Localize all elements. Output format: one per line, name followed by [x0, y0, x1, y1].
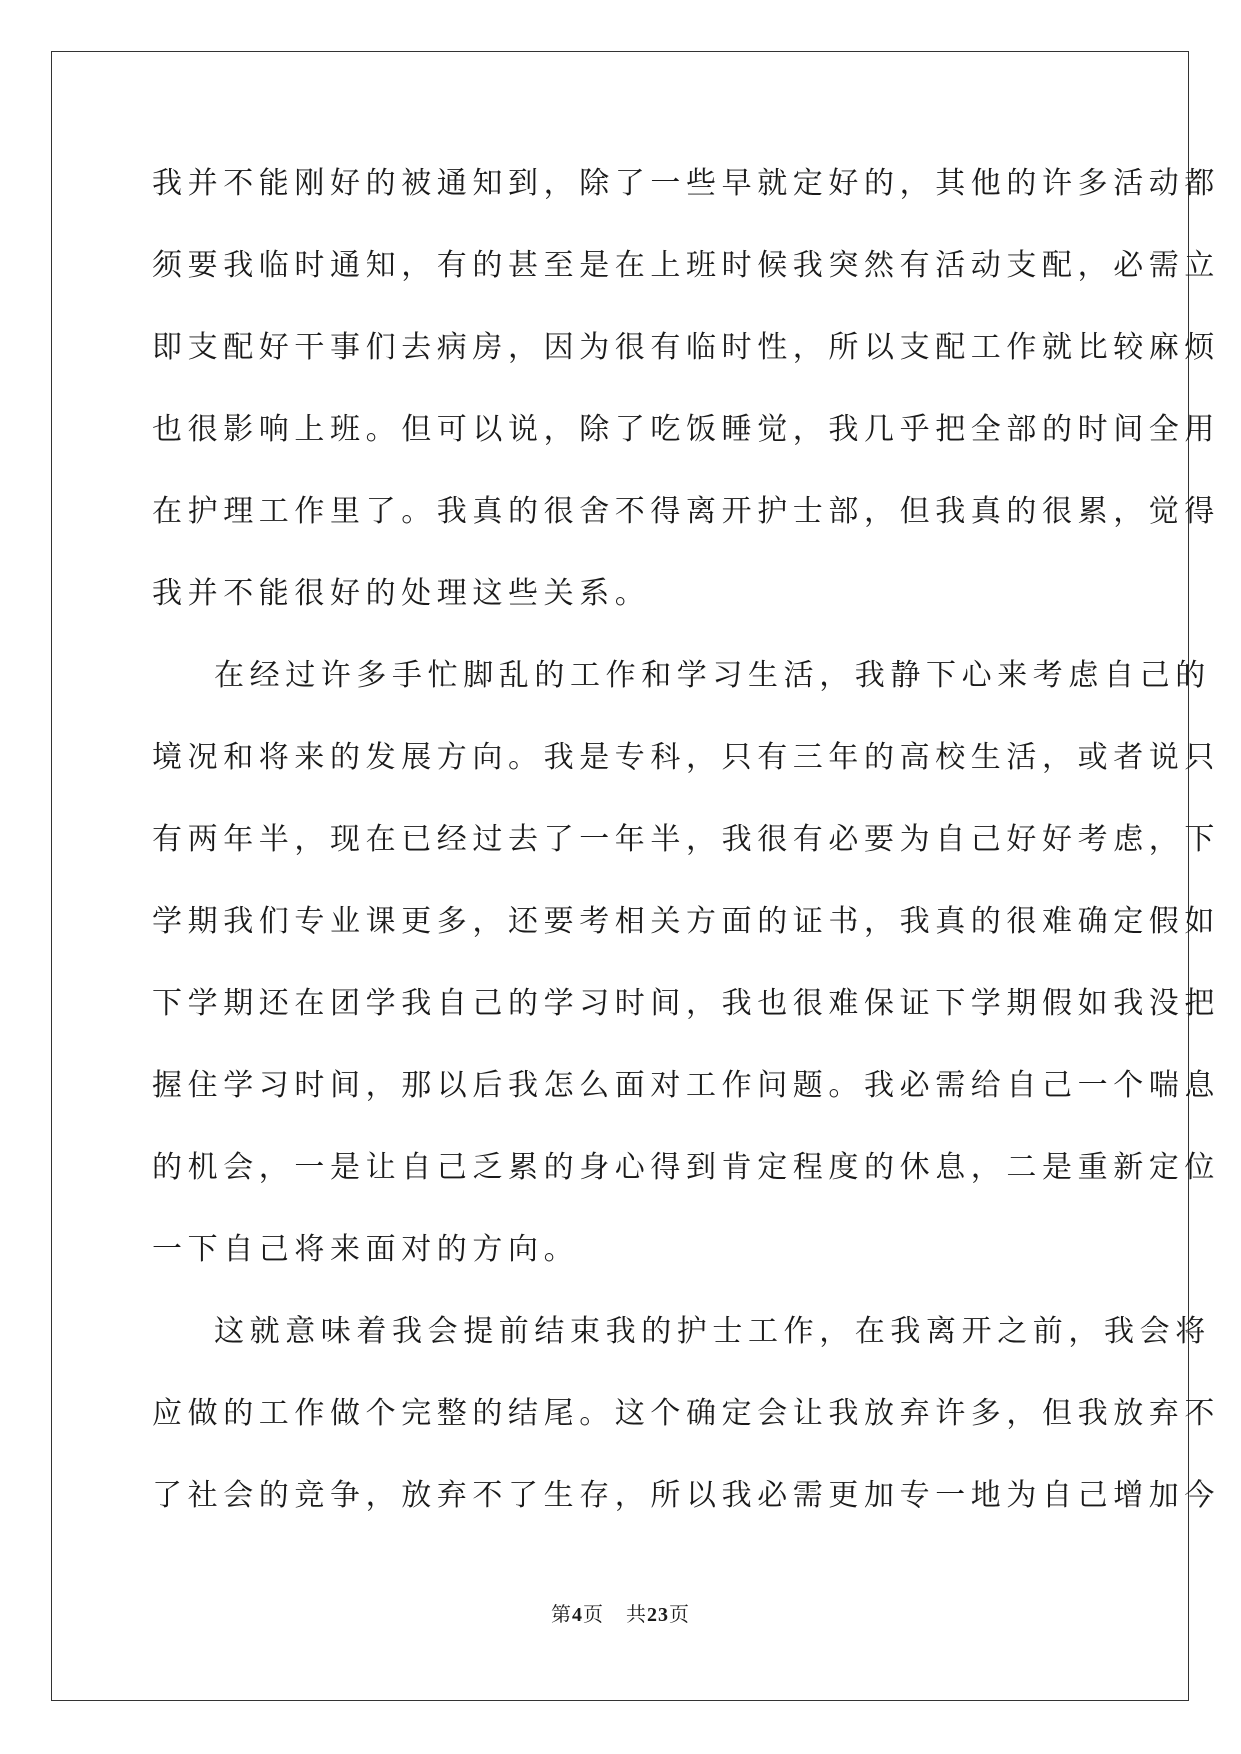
text-line: 境况和将来的发展方向。我是专科，只有三年的高校生活，或者说只 — [152, 740, 1220, 775]
footer-page-prefix: 第 — [551, 1602, 572, 1626]
text-line: 了社会的竞争，放弃不了生存，所以我必需更加专一地为自己增加今 — [152, 1478, 1220, 1513]
page-footer — [0, 1598, 1241, 1627]
text-line: 握住学习时间，那以后我怎么面对工作问题。我必需给自己一个喘息 — [152, 1068, 1220, 1103]
text-line: 一下自己将来面对的方向。 — [152, 1232, 580, 1267]
document-body — [152, 160, 1220, 1554]
footer-total-prefix: 共 — [626, 1602, 647, 1626]
text-line: 也很影响上班。但可以说，除了吃饭睡觉，我几乎把全部的时间全用 — [152, 412, 1220, 447]
text-line: 在护理工作里了。我真的很舍不得离开护士部，但我真的很累，觉得 — [152, 494, 1220, 529]
footer-total-suffix: 页 — [669, 1602, 690, 1626]
footer-total-pages: 23 — [647, 1604, 669, 1626]
footer-page-suffix: 页 — [583, 1602, 604, 1626]
text-line: 我并不能刚好的被通知到，除了一些早就定好的，其他的许多活动都 — [152, 166, 1220, 201]
text-line: 在经过许多手忙脚乱的工作和学习生活，我静下心来考虑自己的 — [214, 658, 1211, 693]
text-line: 我并不能很好的处理这些关系。 — [152, 576, 651, 611]
text-line: 下学期还在团学我自己的学习时间，我也很难保证下学期假如我没把 — [152, 986, 1220, 1021]
text-line: 须要我临时通知，有的甚至是在上班时候我突然有活动支配，必需立 — [152, 248, 1220, 283]
text-line: 即支配好干事们去病房，因为很有临时性，所以支配工作就比较麻烦 — [152, 330, 1220, 365]
footer-page-number: 4 — [572, 1604, 583, 1626]
text-line: 应做的工作做个完整的结尾。这个确定会让我放弃许多，但我放弃不 — [152, 1396, 1220, 1431]
text-line: 学期我们专业课更多，还要考相关方面的证书，我真的很难确定假如 — [152, 904, 1220, 939]
text-line: 有两年半，现在已经过去了一年半，我很有必要为自己好好考虑，下 — [152, 822, 1220, 857]
text-line: 这就意味着我会提前结束我的护士工作，在我离开之前，我会将 — [214, 1314, 1211, 1349]
text-line: 的机会，一是让自己乏累的身心得到肯定程度的休息，二是重新定位 — [152, 1150, 1220, 1185]
